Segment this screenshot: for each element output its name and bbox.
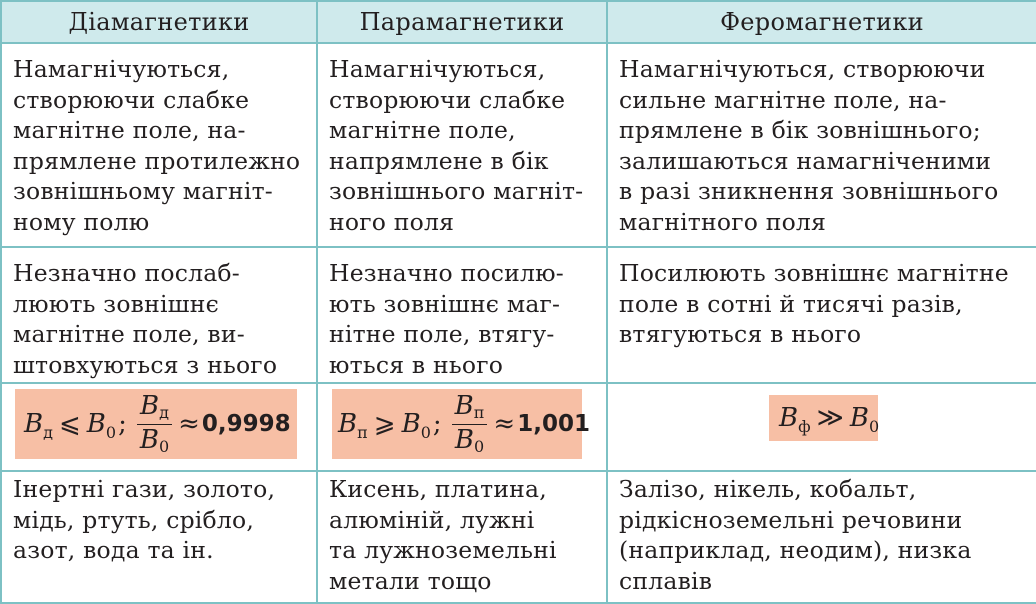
formula-separator: ; xyxy=(118,409,127,439)
formula-subscript: 0 xyxy=(158,436,170,456)
formula-subscript: 0 xyxy=(105,422,117,442)
para-formula-cell xyxy=(317,383,607,471)
formula-symbol: B xyxy=(454,390,474,421)
formula-row xyxy=(1,383,1036,471)
formula-approx: ≈ xyxy=(493,409,516,439)
header-diamagnetics: Діамагнетики xyxy=(1,1,317,43)
formula-symbol: B xyxy=(86,409,106,439)
header-paramagnetics: Парамагнетики xyxy=(317,1,607,43)
formula-approx: ≈ xyxy=(178,409,200,439)
formula-symbol: B xyxy=(401,409,421,439)
formula-subscript: 0 xyxy=(868,416,880,436)
formula-symbol: B xyxy=(139,424,159,455)
ferro-formula-cell xyxy=(607,383,1036,471)
header-ferromagnetics: Феромагнетики xyxy=(607,1,1036,43)
table-row xyxy=(1,43,1036,247)
formula-symbol: B xyxy=(24,409,44,439)
header-row xyxy=(1,1,1036,43)
formula-symbol: B xyxy=(849,403,869,433)
formula-symbol: B xyxy=(338,409,358,439)
para-formula xyxy=(332,389,590,459)
formula-relation: ≫ xyxy=(816,403,844,433)
dia-field-effect-cell: Незначно послаб- люють зовнішнє магнітне поле, ви- штовхуються з нього xyxy=(1,247,317,383)
ferro-formula xyxy=(769,395,878,441)
formula-value: 1,001 xyxy=(517,411,590,437)
formula-symbol: B xyxy=(779,403,799,433)
formula-subscript: 0 xyxy=(473,436,485,456)
dia-magnetization-cell: Намагнічуються, створюючи слабке магнітне поле, на- прямлене протилежно зовнішньому магніт- ному полю xyxy=(1,43,317,247)
formula-subscript: 0 xyxy=(420,422,431,442)
para-magnetization-cell: Намагнічуються, створюючи слабке магнітне поле, напрямлене в бік зовнішнього магніт- ного поля xyxy=(317,43,607,247)
table-row xyxy=(1,471,1036,603)
ferro-field-effect-cell: Посилюють зовнішнє магнітне поле в сотні й тисячі разів, втягуються в нього xyxy=(607,247,1036,383)
formula-separator: ; xyxy=(432,409,442,439)
formula-symbol: B xyxy=(454,424,474,455)
ferro-magnetization-cell: Намагнічуються, створюючи сильне магнітне поле, на- прямлене в бік зовнішнього; залишаються намагніченими в разі зникнення зовнішнього магнітного поля xyxy=(607,43,1036,247)
formula-symbol: B xyxy=(139,390,160,421)
ferro-examples-cell: Залізо, нікель, кобальт, рідкісноземельні речовини (наприклад, неодим), низка сплавів xyxy=(607,471,1036,603)
formula-subscript: д xyxy=(43,422,53,442)
formula-subscript: ф xyxy=(798,416,811,436)
dia-examples-cell: Інертні гази, золото, мідь, ртуть, срібло, азот, вода та ін. xyxy=(1,471,317,603)
table-row xyxy=(1,247,1036,383)
para-examples-cell: Кисень, платина, алюміній, лужні та лужноземельні метали тощо xyxy=(317,471,607,603)
para-field-effect-cell: Незначно посилю- ють зовнішнє маг- нітне поле, втягу- ються в нього xyxy=(317,247,607,383)
dia-formula xyxy=(15,389,297,459)
formula-value: 0,9998 xyxy=(201,411,291,437)
formula-relation: ⩾ xyxy=(373,409,396,439)
formula-relation: ⩽ xyxy=(58,409,81,439)
formula-subscript: д xyxy=(159,402,169,422)
formula-fraction xyxy=(452,392,488,457)
formula-subscript: п xyxy=(473,402,485,422)
formula-subscript: п xyxy=(357,422,368,442)
formula-fraction xyxy=(137,392,172,457)
dia-formula-cell xyxy=(1,383,317,471)
